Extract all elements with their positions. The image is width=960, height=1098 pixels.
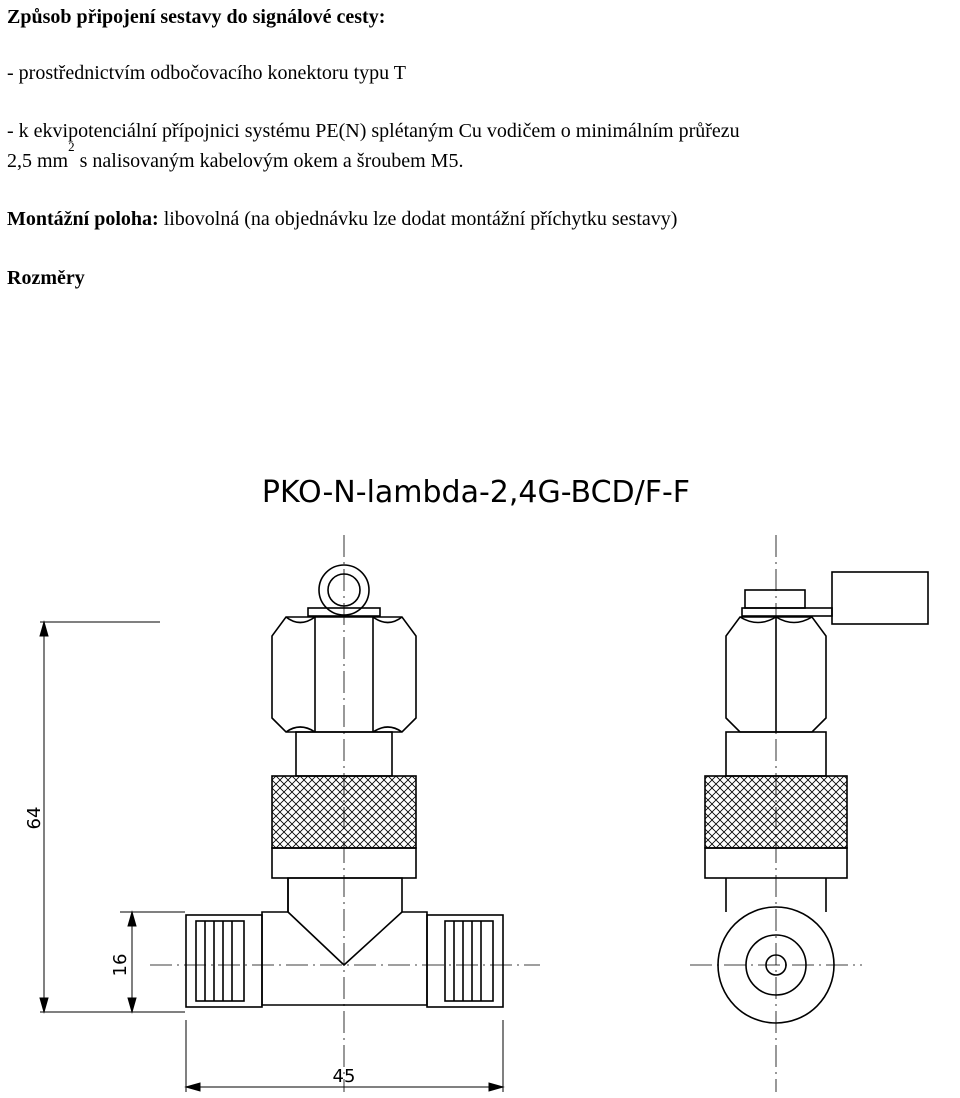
mounting-line <box>7 207 677 231</box>
side-knurled-sleeve <box>705 776 847 848</box>
item-pe-line2-post: s nalisovaným kabelovým okem a šroubem M5. <box>74 150 464 172</box>
mounting-label: Montážní poloha: <box>7 208 159 230</box>
side-tab <box>832 572 928 624</box>
side-view <box>690 535 928 1092</box>
item-pe-line2-sup: 2 <box>68 139 75 154</box>
knurled-sleeve <box>272 776 416 848</box>
dim-height-lower: 16 <box>110 953 131 977</box>
item-pe-line2-pre: 2,5 mm <box>7 150 69 172</box>
drawing-title: PKO-N-lambda-2,4G-BCD/F-F <box>261 475 691 510</box>
item-pe-line2 <box>7 139 464 173</box>
heading-connection: Způsob připojení sestavy do signálové cesty: <box>7 6 386 28</box>
dim-height-total: 64 <box>24 806 45 830</box>
mounting-text: libovolná (na objednávku lze dodat montážní příchytku sestavy) <box>158 208 678 230</box>
right-thread <box>427 915 503 1007</box>
left-thread <box>186 915 262 1007</box>
item-connector: - prostřednictvím odbočovacího konektoru typu T <box>7 62 406 84</box>
front-view <box>150 535 540 1092</box>
item-pe-line1: - k ekvipotenciální přípojnici systému PE(N) splétaným Cu vodičem o minimálním průřezu <box>7 120 740 142</box>
t-body <box>262 878 427 1005</box>
dim-width: 45 <box>332 1066 356 1087</box>
side-lug <box>745 590 805 608</box>
technical-drawing <box>0 460 960 1098</box>
dimensions-heading: Rozměry <box>7 267 85 289</box>
